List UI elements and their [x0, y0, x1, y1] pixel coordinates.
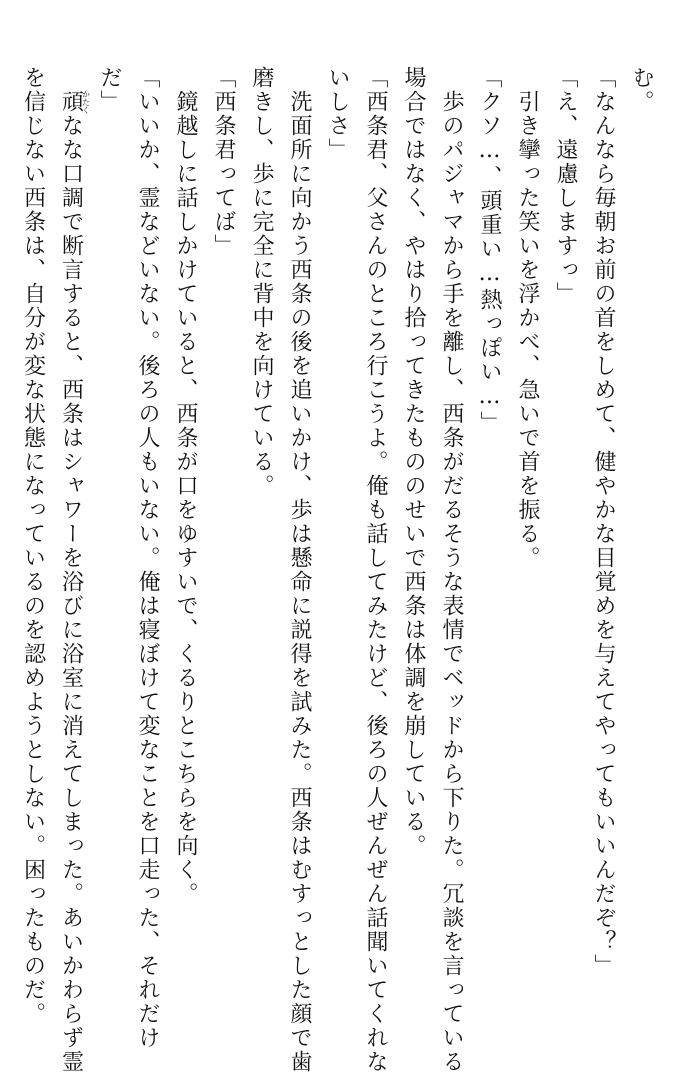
text-line: いしさ」 [325, 66, 350, 162]
vertical-text-block [14, 66, 661, 1074]
text-line: 「なんなら毎朝お前の首をしめて、健やかな目覚めを与えてやってもいいんだぞ？」 [591, 66, 616, 978]
text-line: 「いいか、霊などいない。後ろの人もいない。俺は寝ぼけて変なことを口走った、それだけ [135, 66, 160, 1050]
text-line: 「西条君ってば」 [211, 66, 236, 258]
text-line: む。 [629, 66, 654, 114]
ruby-word [58, 90, 91, 114]
ruby-line-indent [59, 66, 84, 90]
text-line: 「西条君、父さんのところ行こうよ。俺も話してみたけど、後ろの人ぜんぜん話聞いてくれな [363, 66, 388, 1074]
ruby-text-line [52, 66, 91, 1074]
text-line: 「クソ…、頭重い…熱っぽい…」 [477, 66, 502, 435]
text-line: 洗面所に向かう西条の後を追いかけ、歩は懸命に説得を試みた。西条はむすっとした顔で歯 [287, 66, 312, 1074]
ruby-reading: かたく [81, 90, 91, 114]
text-line: 場合ではなく、やはり拾ってきたもののせいで西条は体調を崩している。 [401, 66, 426, 858]
text-line: だ」 [97, 66, 122, 114]
ruby-base: 頑 [58, 90, 84, 114]
text-line: 歩のパジャマから手を離し、西条がだるそうな表情でベッドから下りた。冗談を言っている [439, 66, 464, 1074]
text-line: 磨きし、歩に完全に背中を向けている。 [249, 66, 274, 498]
text-line: を信じない西条は、自分が変な状態になっているのを認めようとしない。困ったものだ。 [20, 66, 46, 1026]
text-line: 鏡越しに話しかけていると、西条が口をゆすいで、くるりとこちらを向く。 [173, 66, 198, 906]
text-line: 引き攣った笑いを浮かべ、急いで首を振る。 [515, 66, 540, 570]
ruby-line-rest: なな口調で断言すると、西条はシャワーを浴びに浴室に消えてしまった。あいかわらず霊 [58, 114, 84, 1074]
text-line: 「え、遠慮しますっ」 [553, 66, 578, 306]
